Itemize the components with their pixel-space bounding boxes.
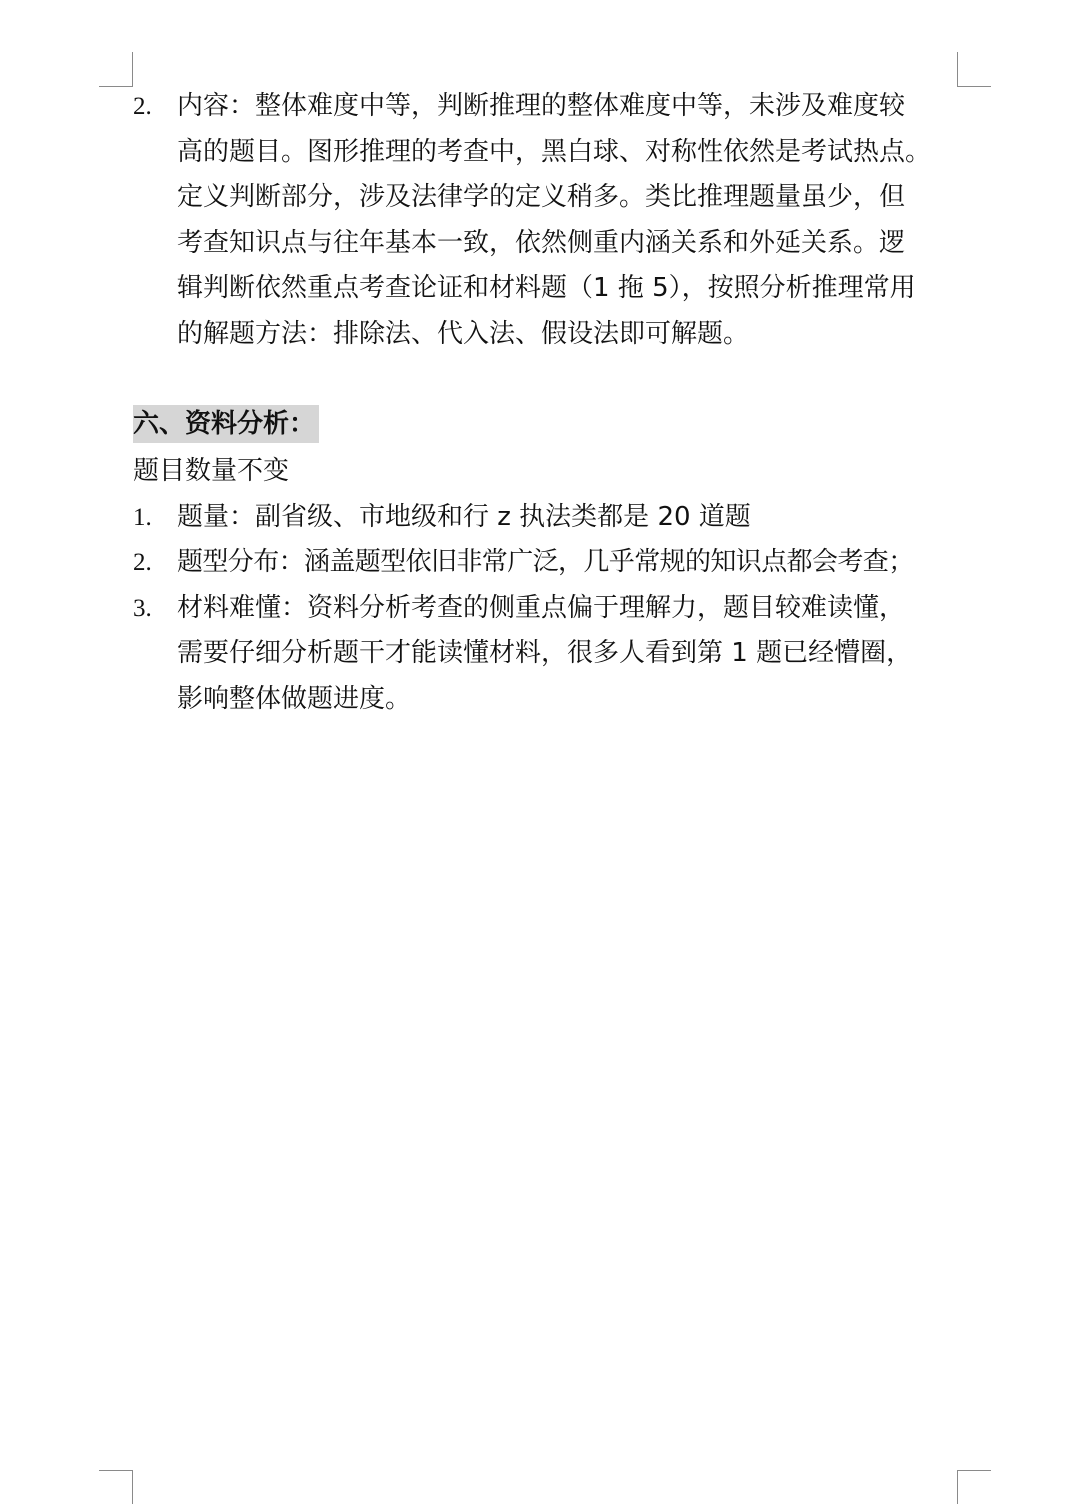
- list-item-text: [177, 540, 963, 586]
- crop-mark-bottom-left-h: [99, 1470, 133, 1471]
- list-number: 2.: [133, 549, 152, 576]
- text-line: 影响整体做题进度。: [177, 683, 412, 714]
- list-item-content: [133, 84, 963, 357]
- section-spacer: [133, 357, 963, 402]
- list-number: 1.: [133, 503, 152, 531]
- text-line: 题量：副省级、市地级和行 z 执法类都是 20 道题: [177, 501, 751, 532]
- section-heading-row: [133, 402, 963, 449]
- crop-mark-bottom-right-h: [957, 1470, 991, 1471]
- text-line: 辑判断依然重点考查论证和材料题（1 拖 5），按照分析推理常用: [177, 273, 916, 303]
- crop-mark-top-left-v: [132, 52, 133, 86]
- section-intro: 题目数量不变: [133, 456, 290, 486]
- text-line: 内容：整体难度中等，判断推理的整体难度中等，未涉及难度较: [177, 91, 906, 121]
- list-number: 3.: [133, 594, 152, 622]
- list-item-question-types: [133, 540, 963, 586]
- text-line: 定义判断部分，涉及法律学的定义稍多。类比推理题量虽少，但: [177, 182, 906, 212]
- text-line: 题型分布：涵盖题型依旧非常广泛，几乎常规的知识点都会考查；: [177, 547, 914, 577]
- document-body: [133, 84, 963, 722]
- text-line: 的解题方法：排除法、代入法、假设法即可解题。: [177, 318, 750, 349]
- crop-mark-bottom-right-v: [957, 1470, 958, 1504]
- section-heading: 六、资料分析：: [133, 405, 319, 443]
- crop-mark-top-right-v: [957, 52, 958, 86]
- list-item-text: [177, 495, 963, 541]
- list-number: 2.: [133, 93, 152, 120]
- text-line: 材料难懂：资料分析考查的侧重点偏于理解力，题目较难读懂，: [177, 592, 906, 623]
- list-item-text: [177, 586, 963, 723]
- crop-mark-top-left-h: [99, 86, 133, 87]
- list-item-question-count: [133, 495, 963, 541]
- text-line: 考查知识点与往年基本一致，依然侧重内涵关系和外延关系。逻: [177, 227, 906, 258]
- list-item-text: [177, 84, 963, 357]
- text-line: 需要仔细分析题干才能读懂材料，很多人看到第 1 题已经懵圈，: [177, 638, 913, 668]
- text-line: 高的题目。图形推理的考查中，黑白球、对称性依然是考试热点。: [177, 136, 932, 167]
- crop-mark-bottom-left-v: [132, 1470, 133, 1504]
- list-item-material-difficulty: [133, 586, 963, 723]
